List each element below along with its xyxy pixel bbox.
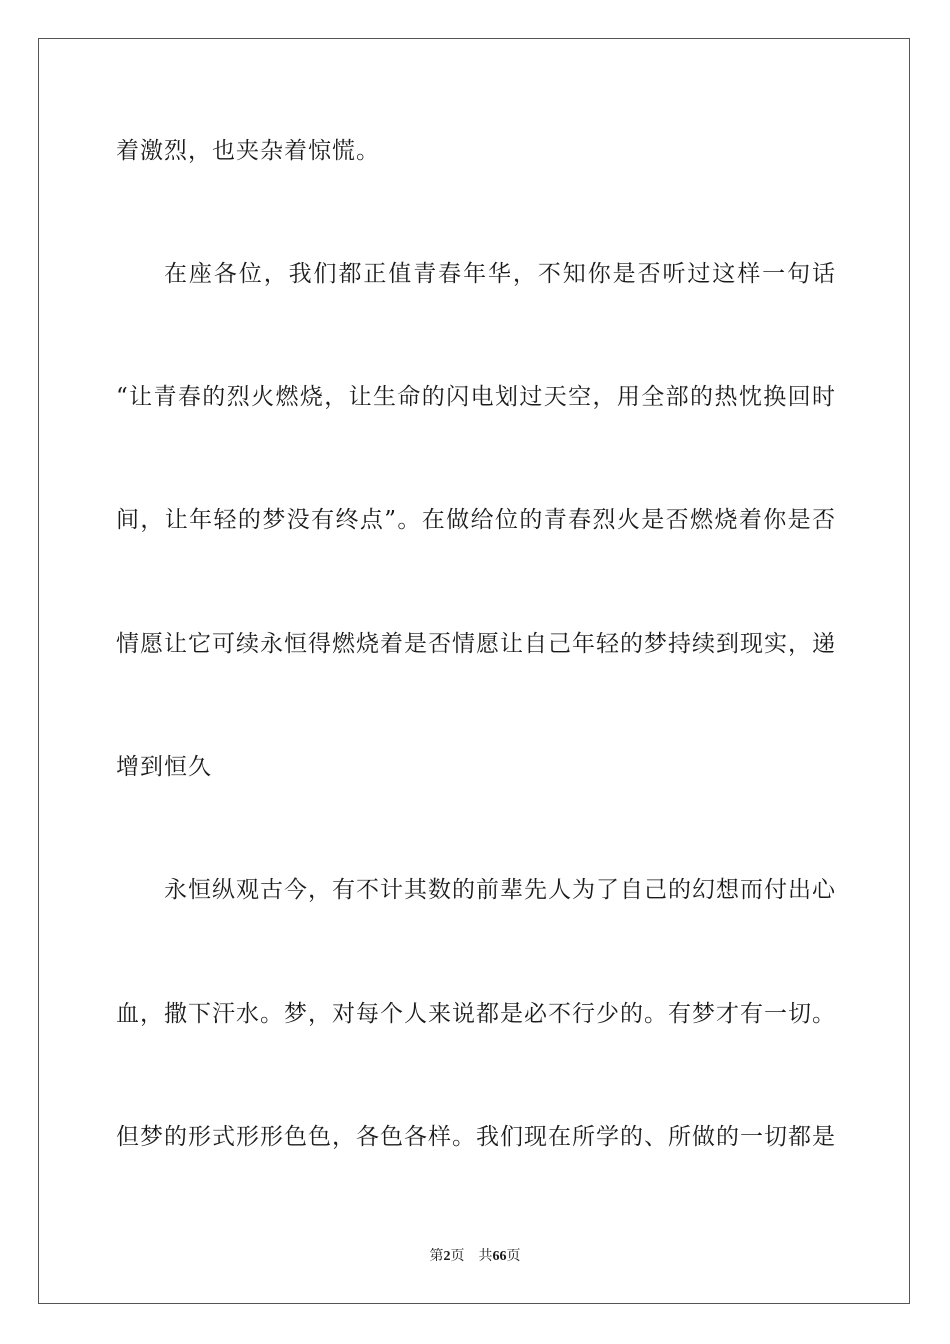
text-line: 增到恒久 <box>116 754 212 780</box>
text-line: 情愿让它可续永恒得燃烧着是否情愿让自己年轻的梦持续到现实，递 <box>116 631 836 657</box>
total-page-count: 66 <box>492 1249 507 1264</box>
text-line: 间，让年轻的梦没有终点”。在做给位的青春烈火是否燃烧着你是否 <box>116 507 836 533</box>
text-line: 但梦的形式形形色色，各色各样。我们现在所学的、所做的一切都是 <box>116 1124 836 1150</box>
text-line: 永恒纵观古今，有不计其数的前辈先人为了自己的幻想而付出心 <box>164 877 836 903</box>
footer-suffix: 页 <box>506 1248 521 1264</box>
text-line: 血，撒下汗水。梦，对每个人来说都是必不行少的。有梦才有一切。 <box>116 1001 836 1027</box>
footer-prefix: 第 <box>429 1248 444 1264</box>
page-footer <box>0 1247 950 1266</box>
text-line: 着激烈，也夹杂着惊慌。 <box>116 138 380 164</box>
page-border <box>38 38 910 1304</box>
text-line: “让青春的烈火燃烧，让生命的闪电划过天空，用全部的热忱换回时 <box>116 384 836 410</box>
footer-middle: 页 共 <box>450 1248 493 1264</box>
text-line: 在座各位，我们都正值青春年华，不知你是否听过这样一句话 <box>164 261 836 287</box>
current-page-number: 2 <box>443 1249 451 1264</box>
